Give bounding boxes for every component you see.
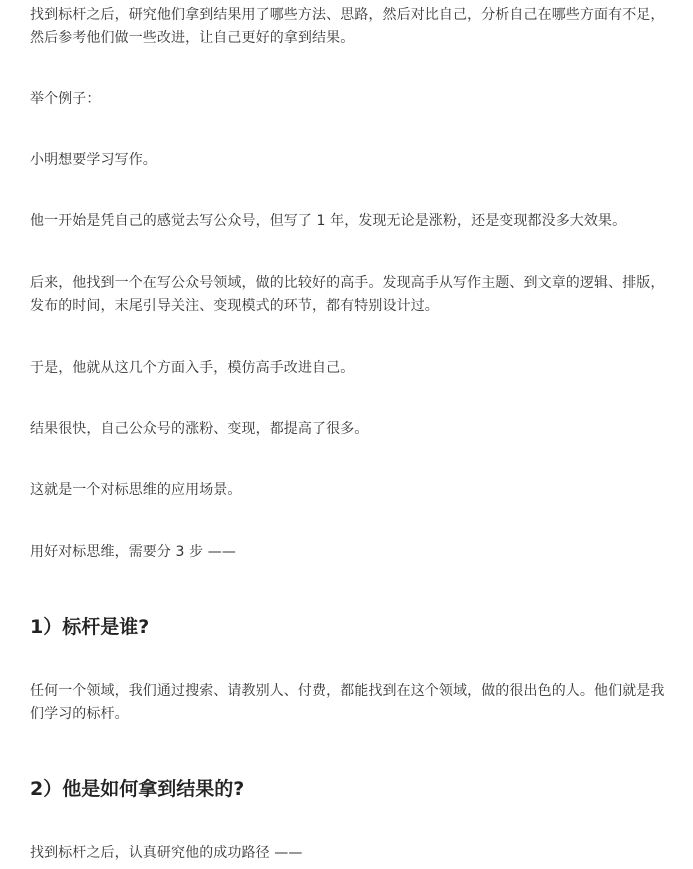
section-heading-how-results: 2）他是如何拿到结果的? [30, 778, 245, 800]
paragraph-found-expert: 后来，他找到一个在写公众号领域，做的比较好的高手。发现高手从写作主题、到文章的逻辑、排版，发布的时间，末尾引导关注、变现模式的环节，都有特别设计过。 [30, 275, 665, 314]
paragraph-imitate: 于是，他就从这几个方面入手，模仿高手改进自己。 [30, 360, 355, 376]
paragraph-example-lead: 举个例子： [30, 91, 101, 107]
paragraph-benchmark-body: 任何一个领域，我们通过搜索、请教别人、付费，都能找到在这个领域，做的很出色的人。他们就是我们学习的标杆。 [30, 683, 665, 722]
paragraph-xiaoming: 小明想要学习写作。 [30, 152, 157, 168]
section-heading-benchmark: 1）标杆是谁? [30, 616, 150, 638]
paragraph-first-attempt: 他一开始是凭自己的感觉去写公众号，但写了 1 年，发现无论是涨粉，还是变现都没多大效果。 [30, 213, 627, 229]
paragraph-success-path: 找到标杆之后，认真研究他的成功路径 —— [30, 845, 303, 861]
paragraph-intro: 找到标杆之后，研究他们拿到结果用了哪些方法、思路，然后对比自己，分析自己在哪些方面有不足，然后参考他们做一些改进，让自己更好的拿到结果。 [30, 7, 665, 46]
paragraph-scenario: 这就是一个对标思维的应用场景。 [30, 482, 242, 498]
paragraph-result: 结果很快，自己公众号的涨粉、变现，都提高了很多。 [30, 421, 369, 437]
paragraph-three-steps: 用好对标思维，需要分 3 步 —— [30, 544, 236, 560]
